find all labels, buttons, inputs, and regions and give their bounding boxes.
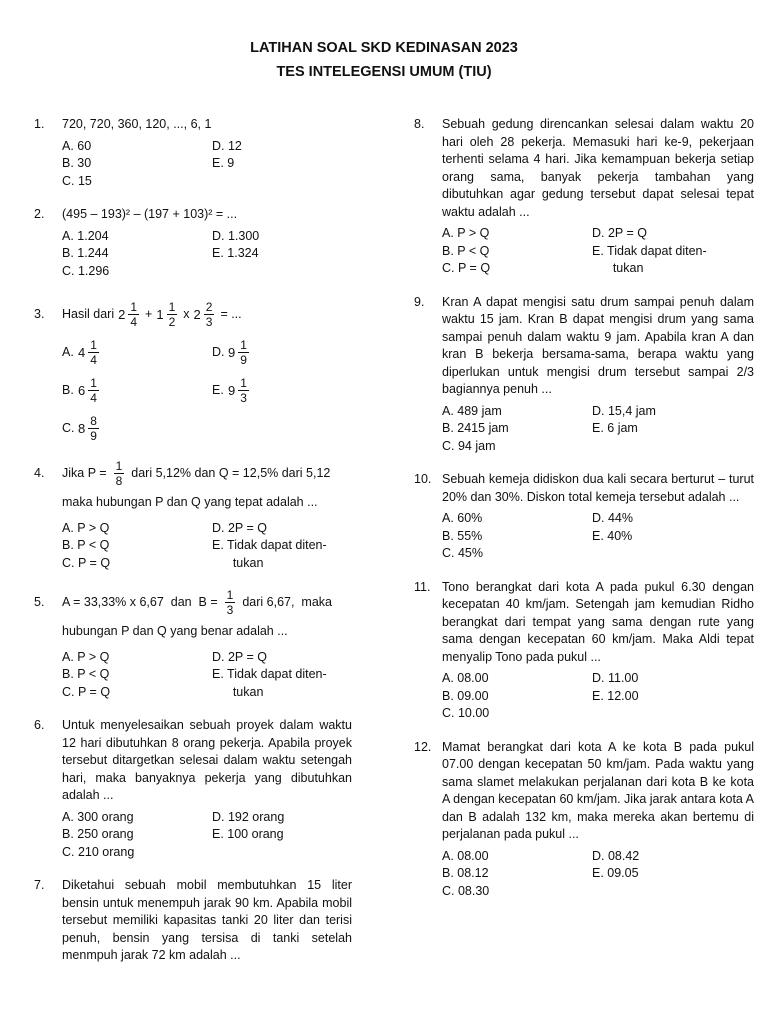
option-e: E. Tidak dapat diten- [592, 243, 707, 258]
question-8 [414, 116, 754, 278]
question-tail: maka hubungan P dan Q yang tepat adalah ... [62, 495, 318, 509]
question-tail: hubungan P dan Q yang benar adalah ... [62, 624, 288, 638]
question-9 [414, 294, 754, 456]
option-a: A. P > Q [62, 520, 110, 535]
option-d: D. 2P = Q [592, 226, 648, 240]
denominator: 3 [226, 603, 234, 617]
option-c: C. 10.00 [442, 706, 490, 720]
whole: 8 [78, 420, 86, 436]
whole: 9 [228, 382, 236, 398]
option-d: D. 15,4 jam [592, 403, 656, 418]
option-e-continued: tukan [592, 261, 644, 275]
option-e-continued: tukan [212, 555, 264, 570]
option-e: E. 6 jam [592, 421, 638, 435]
option-c: C. 94 jam [442, 438, 496, 453]
stem-suffix: dari 5,12% dan Q = 12,5% dari 5,12 [131, 465, 331, 480]
option-a: A. 60 [62, 138, 92, 153]
equals: = ... [220, 306, 242, 321]
option-b: B. 08.12 [442, 866, 489, 880]
stem-prefix: A = 33,33% x 6,67 dan B = [62, 594, 218, 609]
numerator: 1 [240, 375, 247, 390]
whole: 6 [78, 382, 86, 398]
option-c: C. 15 [62, 173, 92, 188]
mixed-fraction [118, 300, 141, 329]
numerator: 1 [226, 588, 234, 602]
option-d: D. 08.42 [592, 848, 640, 863]
question-number: 6. [34, 718, 45, 732]
option-e: E. Tidak dapat diten- [212, 538, 327, 552]
option-a: A. 08.00 [442, 671, 489, 685]
option-a: A. 60% [442, 511, 483, 525]
option-b: B. 30 [62, 156, 92, 170]
numerator: 1 [115, 459, 123, 473]
option-e: E. 1.324 [212, 246, 259, 260]
operator: + [145, 306, 153, 321]
option-e: E. 09.05 [592, 866, 639, 880]
option-b: B. P < Q [62, 667, 110, 681]
option-e: E. 9 [212, 156, 235, 170]
question-3 [34, 300, 352, 445]
option-letter: C. [62, 421, 75, 435]
option-d: D. 12 [212, 138, 242, 153]
whole: 1 [156, 306, 164, 322]
whole: 2 [193, 306, 201, 322]
option-e: E. 12.00 [592, 688, 639, 703]
denominator: 3 [205, 315, 213, 329]
question-stem [62, 459, 352, 488]
option-letter: E. [212, 383, 224, 397]
option-e: E. Tidak dapat diten- [212, 667, 327, 681]
stem-suffix: dari 6,67, maka [242, 594, 332, 609]
denominator: 9 [90, 428, 97, 443]
option-b: B. 09.00 [442, 688, 489, 703]
question-stem: Kran A dapat mengisi satu drum sampai penuh dalam waktu 15 jam. Kran B dapat mengisi drum yang sama sampai penuh dalam waktu 9 jam. Apabila kran A dan kran B bekerja bersama-sama, berapa waktu yang diperlukan untuk mengisi drum tersebut sampai 2/3 bagiannya penuh ... [442, 294, 754, 396]
option-b [62, 373, 212, 407]
option-c: C. P = Q [442, 261, 491, 275]
question-stem [62, 588, 352, 617]
option-c: C. 1.296 [62, 263, 110, 278]
question-10 [414, 471, 754, 563]
question-1 [34, 116, 352, 190]
option-letter: D. [212, 345, 225, 359]
question-stem: Sebuah kemeja didiskon dua kali secara berturut – turut 20% dan 30%. Diskon total kemeja tersebut adalah ... [442, 472, 754, 504]
option-d [212, 335, 352, 369]
option-b: B. P < Q [62, 538, 110, 552]
option-e-continued: tukan [212, 684, 264, 699]
option-d: D. 2P = Q [212, 649, 268, 664]
question-7 [34, 877, 352, 965]
question-number: 3. [34, 306, 45, 321]
question-4 [34, 459, 352, 572]
question-number: 12. [414, 739, 432, 754]
option-e [212, 373, 352, 407]
denominator: 3 [240, 390, 247, 405]
numerator: 1 [240, 337, 247, 352]
numerator: 1 [90, 375, 97, 390]
option-a: A. 489 jam [442, 403, 502, 418]
question-stem: Tono berangkat dari kota A pada pukul 6.30 dengan kecepatan 40 km/jam. Setengah jam kemudian Ridho berangkat dari tempat yang sama dengan rute yang sama dengan kecepatan 60 km/jam. Maka Aldi tepat menyalip Tono pada pukul ... [442, 579, 754, 664]
option-c [62, 411, 212, 445]
question-6 [34, 717, 352, 861]
option-c: C. 45% [442, 546, 483, 560]
option-c: C. P = Q [62, 684, 111, 699]
whole: 4 [78, 344, 86, 360]
option-d: D. 44% [592, 511, 633, 525]
question-2 [34, 206, 352, 280]
mixed-fraction [156, 300, 179, 329]
option-a: A. P > Q [442, 226, 490, 240]
numerator: 1 [90, 337, 97, 352]
option-d: D. 2P = Q [212, 520, 268, 535]
question-stem: 720, 720, 360, 120, ..., 6, 1 [62, 117, 212, 131]
question-stem: (495 – 193)² – (197 + 103)² = ... [62, 207, 238, 221]
option-b: B. 55% [442, 528, 483, 543]
option-b: B. 2415 jam [442, 421, 509, 435]
question-number: 10. [414, 472, 432, 486]
question-stem: Sebuah gedung direncankan selesai dalam waktu 20 hari oleh 28 pekerja. Memasuki hari ke-9, pekerjaan terhenti selama 4 hari. Jika kemampuan bekerja setiap orang sama, banyak pekerja tambahan yang dibutuhkan agar gedung tersebut dapat selesai tepat waktu adalah ... [442, 117, 754, 219]
option-a: A. P > Q [62, 649, 110, 664]
question-number: 4. [34, 465, 45, 480]
option-c: C. P = Q [62, 555, 111, 570]
question-number: 5. [34, 594, 45, 609]
numerator: 1 [168, 300, 176, 314]
whole: 9 [228, 344, 236, 360]
question-number: 11. [414, 579, 431, 594]
page-subtitle: TES INTELEGENSI UMUM (TIU) [276, 64, 492, 80]
option-letter: A. [62, 345, 74, 359]
mixed-fraction [194, 300, 217, 329]
question-stem: Mamat berangkat dari kota A ke kota B pada pukul 07.00 dengan kecepatan 50 km/jam. Pada waktu yang sama slamet melakukan perjalanan dari kota B ke kota A dengan kecepatan 60 km/jam. Jika jarak antara kota A dan B adalah 132 km, maka mereka akan bertemu di perjalanan pada pukul ... [442, 739, 754, 841]
denominator: 4 [90, 390, 97, 405]
operator: x [183, 306, 190, 321]
page-title: LATIHAN SOAL SKD KEDINASAN 2023 [250, 40, 518, 56]
numerator: 1 [130, 300, 138, 314]
option-b: B. 250 orang [62, 827, 134, 841]
option-d: D. 1.300 [212, 228, 260, 243]
question-5 [34, 588, 352, 701]
question-stem [62, 300, 352, 329]
denominator: 2 [168, 315, 176, 329]
denominator: 9 [240, 352, 247, 367]
question-stem: Untuk menyelesaikan sebuah proyek dalam waktu 12 hari dibutuhkan 8 orang pekerja. Apabila proyek tersebut ditargetkan selesai dalam waktu setengah hari, maka banyaknya pekerja yang dibutuhkan adalah ... [62, 718, 352, 802]
question-number: 1. [34, 117, 45, 131]
option-letter: B. [62, 383, 74, 397]
denominator: 4 [90, 352, 97, 367]
option-e: E. 40% [592, 528, 633, 543]
question-number: 9. [414, 294, 425, 309]
stem-prefix: Hasil dari [62, 306, 115, 321]
denominator: 8 [115, 474, 123, 488]
denominator: 4 [130, 315, 138, 329]
numerator: 8 [90, 413, 97, 428]
option-a: A. 1.204 [62, 228, 109, 243]
option-d: D. 192 orang [212, 809, 285, 824]
option-c: C. 08.30 [442, 883, 490, 898]
option-c: C. 210 orang [62, 844, 135, 859]
option-e: E. 100 orang [212, 827, 284, 841]
option-a: A. 08.00 [442, 848, 489, 863]
stem-prefix: Jika P = [62, 465, 107, 480]
question-number: 2. [34, 207, 45, 221]
question-stem: Diketahui sebuah mobil membutuhkan 15 liter bensin untuk menempuh jarak 90 km. Apabila mobil tersebut memiliki kapasitas tanki 20 liter dan terisi penuh, bensin yang tersisa di tanki setelah menmpuh jarak 72 km adalah ... [62, 878, 352, 962]
whole: 2 [118, 306, 126, 322]
option-d: D. 11.00 [592, 671, 639, 685]
question-12 [414, 739, 754, 901]
right-column [414, 116, 754, 900]
option-b: B. 1.244 [62, 246, 109, 260]
question-number: 7. [34, 878, 45, 892]
question-11 [414, 579, 754, 723]
option-a [62, 335, 212, 369]
option-a: A. 300 orang [62, 809, 134, 824]
numerator: 2 [205, 300, 213, 314]
left-column [34, 116, 352, 965]
question-number: 8. [414, 117, 425, 131]
option-b: B. P < Q [442, 243, 490, 258]
